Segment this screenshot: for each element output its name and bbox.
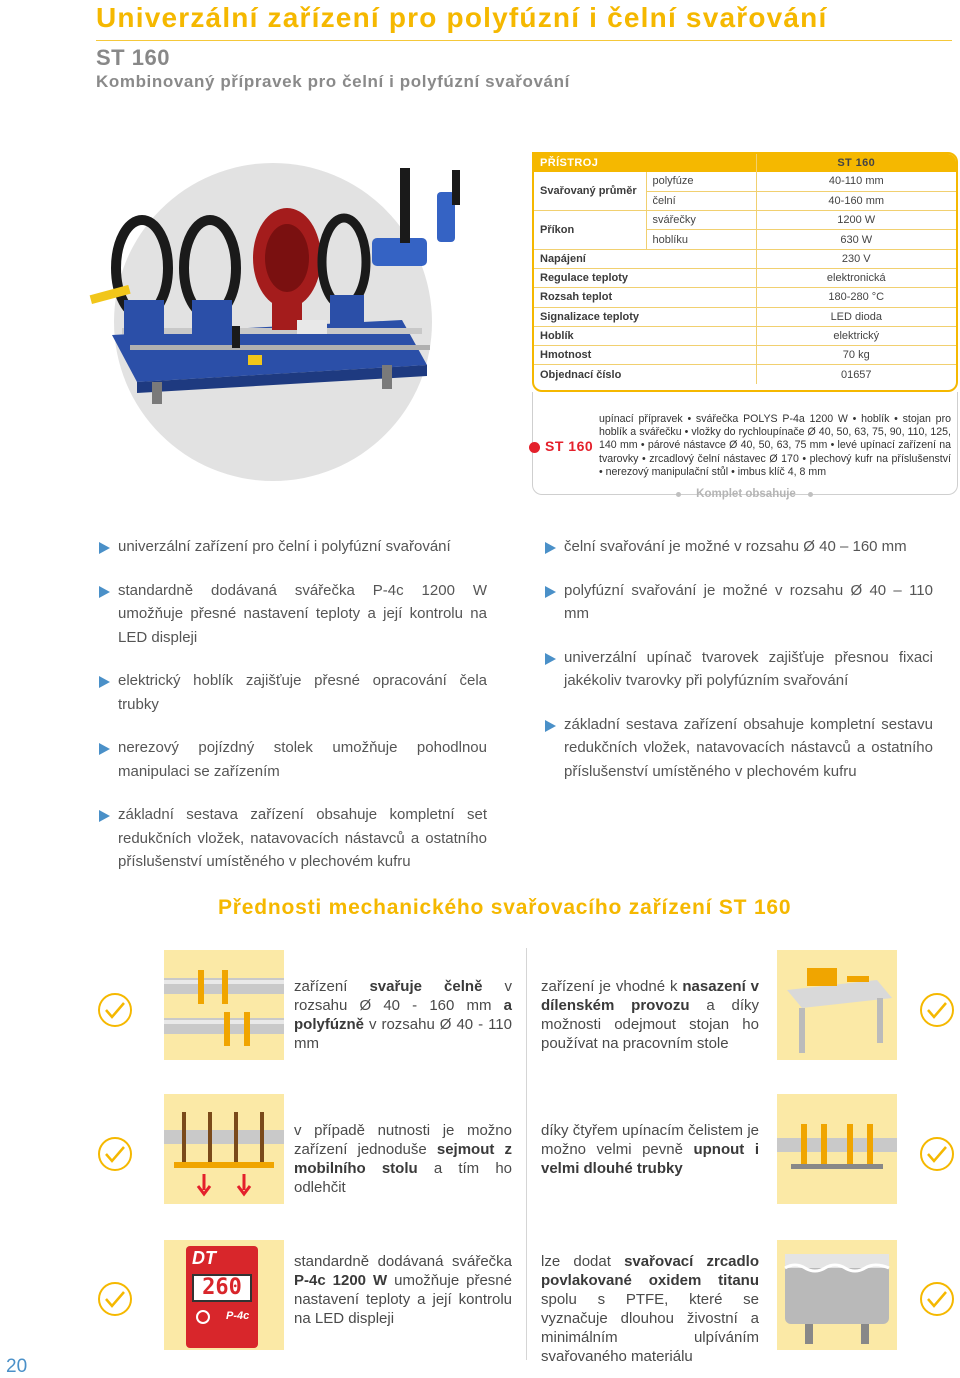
spec-row [534,326,956,345]
spec-sublabel: čelní [646,191,756,210]
red-dot-marker [529,442,540,453]
spec-value: 630 W [756,230,956,249]
spec-label: Regulace teploty [534,268,756,287]
feature-list-left [97,535,487,874]
checkmark-circle-icon [97,1136,133,1172]
spec-row [534,249,956,268]
column-divider [526,948,527,1360]
spec-label: Příkon [534,211,646,250]
complete-set-footer: Komplet obsahuje [696,488,796,500]
spec-table [534,154,956,384]
spec-value: elektronická [756,268,956,287]
triangle-bullet-icon [545,542,556,554]
spec-label: Napájení [534,249,756,268]
triangle-bullet-icon [99,743,110,755]
triangle-bullet-icon [545,586,556,598]
spec-label: Rozsah teplot [534,288,756,307]
spec-value: 1200 W [756,211,956,230]
complete-set-label: ST 160 [545,438,594,454]
list-item [543,646,933,693]
welder-panel [186,1246,258,1348]
list-item-text: čelní svařování je možné v rozsahu Ø 40 – 160 mm [564,538,907,555]
list-item-text: elektrický hoblík zajišťuje přesné opracování čela trubky [118,672,487,713]
spec-value: 40-110 mm [756,172,956,191]
feature-list-right [543,535,933,783]
led-display-illustration [164,1240,284,1350]
triangle-bullet-icon [545,720,556,732]
checkmark-circle-icon [919,992,955,1028]
advantage-text-3: v případě nutnosti je možno zařízení jednoduše sejmout z mobilního stolu a tím ho odlehčit [294,1122,513,1196]
spec-label: Objednací číslo [540,368,622,381]
spec-label: Svařovaný průměr [534,172,646,211]
list-item [543,713,933,784]
triangle-bullet-icon [99,586,110,598]
workbench-illustration [777,950,897,1060]
complete-set-contents: upínací přípravek • svářečka POLYS P-4a 1200 W • hoblík • stojan pro hoblík a svářečku • vložky do rychloupínače Ø 40, 50, 63, 75, 90, 110, 125, 140 mm • párové nástavce Ø 40, 50, 63, 75 mm • levé upínací zařízení na tvarovky • zrcadlový čelní nástavec Ø 170 • plechový kufr na příslušenství • nerezový manipulační stůl • imbus klíč 4, 8 mm [599,413,951,478]
page-title: Univerzální zařízení pro polyfúzní i čelní svařování [96,2,828,33]
list-item-text: nerezový pojízdný stolek umožňuje pohodlnou manipulaci se zařízením [118,739,487,780]
spec-table-header [534,154,956,172]
long-pipe-clamping-illustration [777,1094,897,1204]
advantage-text-2: zařízení je vhodné k nasazení v dílenském provozu a díky možnosti odejmout stojan ho používat na pracovním stole [541,978,760,1052]
display-brand-label: DT [192,1248,216,1268]
spec-value: 01657 [756,365,956,384]
spec-label: Hoblík [534,326,756,345]
checkmark-circle-icon [97,1281,133,1317]
advantage-text-5: standardně dodávaná svářečka P-4c 1200 W umožňuje přesné nastavení teploty a její kontrolu na LED displeji [294,1253,512,1327]
mobile-table-removal-illustration [164,1094,284,1204]
led-readout: 260 [192,1274,252,1302]
spec-row [534,288,956,307]
list-item-text: základní sestava zařízení obsahuje kompletní set redukčních vložek, natavovacích nástavců a ostatního příslušenství umístěného v plechovém kufru [118,806,487,870]
spec-header-value: ST 160 [756,154,956,172]
advantage-text-6: lze dodat svařovací zrcadlo povlakované oxidem titanu spolu s PTFE, které se vyznačuje dlouhou živostní a minimálním ulpíváním svařovaného materiálu [541,1253,759,1365]
list-item [97,669,487,716]
list-item [543,579,933,626]
spec-sublabel: polyfúze [646,172,756,191]
triangle-bullet-icon [545,653,556,665]
checkmark-circle-icon [919,1281,955,1317]
list-item-text: univerzální zařízení pro čelní i polyfúzní svařování [118,538,451,555]
advantage-text-4: díky čtyřem upínacím čelistem je možno velmi pevně upnout i velmi dlouhé trubky [541,1122,759,1177]
titanium-mirror-illustration [777,1240,897,1350]
footer-dot-right [808,492,813,497]
power-icon [196,1310,210,1324]
list-item-text: polyfúzní svařování je možné v rozsahu Ø 40 – 110 mm [564,581,933,622]
spec-row [534,307,956,326]
triangle-bullet-icon [99,542,110,554]
triangle-bullet-icon [99,810,110,822]
spec-table-box [532,152,958,392]
spec-sublabel: hoblíku [646,230,756,249]
list-item [543,535,933,559]
advantage-text-1: zařízení svařuje čelně v rozsahu Ø 40 - 160 mm a polyfúzně v rozsahu Ø 40 - 110 mm [294,978,513,1052]
spec-value: 40-160 mm [756,191,956,210]
triangle-bullet-icon [99,676,110,688]
spec-row [534,365,956,384]
spec-value: 230 V [756,249,956,268]
list-item-text: univerzální upínač tvarovek zajišťuje přesnou fixaci jakékoliv tvarovky při polyfúzním svařování [564,648,933,689]
page-number: 20 [6,1356,28,1377]
checkmark-circle-icon [919,1136,955,1172]
checkmark-circle-icon [97,992,133,1028]
list-item-text: základní sestava zařízení obsahuje kompletní sestavu redukčních vložek, natavovacích nástavců a ostatního příslušenství umístěného v plechovém kufru [564,715,933,780]
list-item [97,579,487,650]
list-item [97,803,487,874]
list-item [97,535,487,559]
page-subtitle: Kombinovaný přípravek pro čelní i polyfúzní svařování [96,72,570,91]
list-item [97,736,487,783]
spec-header-label: PŘÍSTROJ [534,154,756,172]
butt-welding-illustration [164,950,284,1060]
spec-label: Signalizace teploty [534,307,756,326]
product-image-st160 [82,150,492,415]
spec-row [534,172,956,191]
advantages-title: Přednosti mechanického svařovacího zařízení ST 160 [218,896,792,919]
title-divider [96,40,952,41]
model-name: ST 160 [96,45,170,70]
spec-sublabel: svářečky [646,211,756,230]
spec-value: 180-280 °C [756,288,956,307]
spec-row [534,268,956,287]
spec-value: 70 kg [756,346,956,365]
spec-label: Hmotnost [534,346,756,365]
spec-row [534,346,956,365]
spec-value: LED dioda [756,307,956,326]
spec-value: elektrický [756,326,956,345]
list-item-text: standardně dodávaná svářečka P-4c 1200 W umožňuje přesné nastavení teploty a její kontrolu na LED displeji [118,581,487,646]
display-model-label: P-4c [226,1310,250,1322]
spec-row [534,211,956,230]
